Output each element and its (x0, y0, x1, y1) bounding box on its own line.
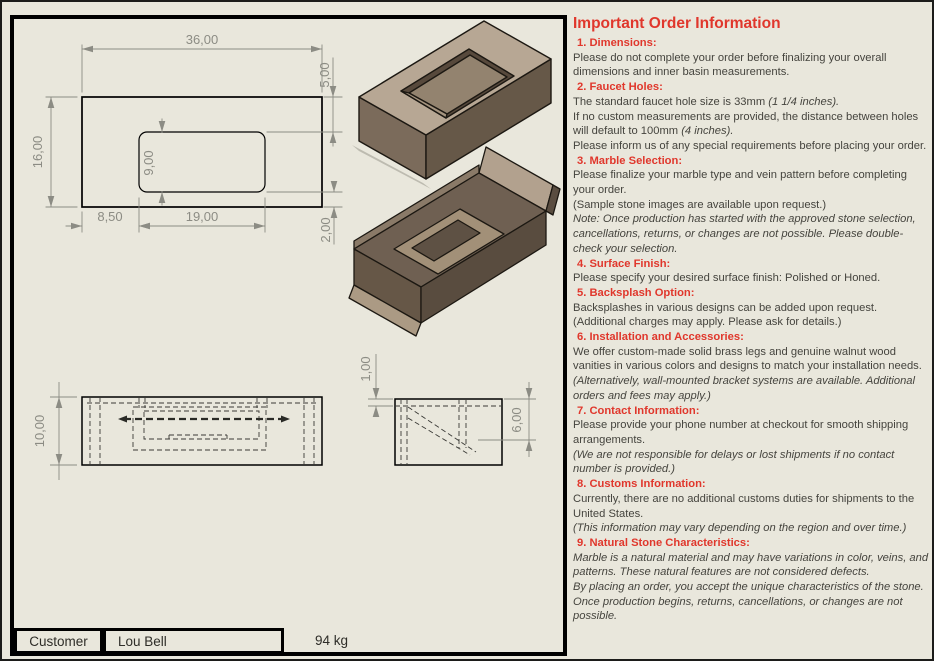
section-paragraph: The standard faucet hole size is 33mm (1 1/4 inches). (573, 95, 840, 108)
customer-label-cell (14, 628, 103, 654)
section-paragraph: Please finalize your marble type and vein pattern before completing your order. (573, 169, 907, 197)
section-paragraph: (Alternatively, wall-mounted bracket systems are available. Additional orders and fees may apply.) (573, 375, 915, 402)
dimension-label: 10,00 (32, 414, 47, 448)
section-paragraph: (Additional charges may apply. Please ask for details.) (573, 316, 842, 329)
section-heading-7: 7. Contact Information: (577, 404, 700, 417)
dimension-label: 2,00 (318, 217, 333, 243)
section-paragraph: Please do not complete your order before finalizing your overall dimensions and inner basin measurements. (573, 51, 887, 79)
customer-label: Customer (29, 633, 88, 649)
order-info-panel (573, 12, 930, 624)
customer-name: Lou Bell (118, 633, 167, 649)
plan-view (30, 32, 342, 244)
dimension-label: 1,00 (358, 356, 373, 382)
dimension-label: 6,00 (509, 407, 524, 433)
section-paragraph: Please specify your desired surface finish: Polished or Honed. (573, 272, 881, 285)
section-heading-9: 9. Natural Stone Characteristics: (577, 536, 750, 549)
engineering-drawing (2, 2, 567, 661)
section-paragraph: (Sample stone images are available upon request.) (573, 198, 827, 211)
dimension-label: 5,00 (317, 62, 332, 88)
dimension-label: 16,00 (30, 135, 45, 169)
section-heading-4: 4. Surface Finish: (577, 257, 671, 270)
dimension-label: 36,00 (185, 32, 219, 47)
section-heading-3: 3. Marble Selection: (577, 154, 683, 167)
section-paragraph: (This information may vary depending on the region and over time.) (573, 522, 907, 535)
section-heading-1: 1. Dimensions: (577, 37, 657, 49)
section-paragraph: If no custom measurements are provided, the distance between holes will default to 100mm (4 inches). (573, 110, 919, 138)
side-view (358, 354, 536, 465)
iso-view-bottom (349, 147, 560, 336)
order-info-sections (573, 36, 930, 624)
section-paragraph: Currently, there are no additional customs duties for shipments to the United States. (573, 492, 915, 520)
panel-title: Important Order Information (573, 15, 781, 32)
section-paragraph: (We are not responsible for delays or lost shipments if no contact number is provided.) (573, 448, 895, 476)
section-heading-6: 6. Installation and Accessories: (577, 331, 744, 344)
section-heading-2: 2. Faucet Holes: (577, 81, 663, 94)
section-paragraph: Marble is a natural material and may have variations in color, veins, and patterns. These natural features are not considered defects. (573, 551, 929, 579)
section-heading-8: 8. Customs Information: (577, 478, 706, 491)
weight-value: 94 kg (315, 633, 349, 648)
customer-name-cell (103, 628, 284, 654)
section-paragraph: Note: Once production has started with the approved stone selection, cancellations, returns, or changes are not possible. Please double-check your selection. (573, 213, 916, 255)
iso-view-top (352, 21, 551, 189)
front-view (32, 382, 322, 480)
section-paragraph: We offer custom-made solid brass legs and genuine walnut wood vanities in various colors and designs to match your installation needs. (573, 345, 922, 373)
section-paragraph: By placing an order, you accept the unique characteristics of the stone. Once production begins, returns, cancellations, or changes are not possible. (573, 581, 924, 623)
dimension-label: 19,00 (185, 209, 219, 224)
section-paragraph: Please inform us of any special requirements before placing your order. (573, 139, 927, 152)
dimension-label: 8,50 (97, 209, 123, 224)
section-heading-5: 5. Backsplash Option: (577, 286, 695, 299)
section-paragraph: Please provide your phone number at checkout for smooth shipping arrangements. (573, 419, 909, 446)
section-paragraph: Backsplashes in various designs can be added upon request. (573, 301, 878, 314)
dimension-label: 9,00 (141, 150, 156, 176)
